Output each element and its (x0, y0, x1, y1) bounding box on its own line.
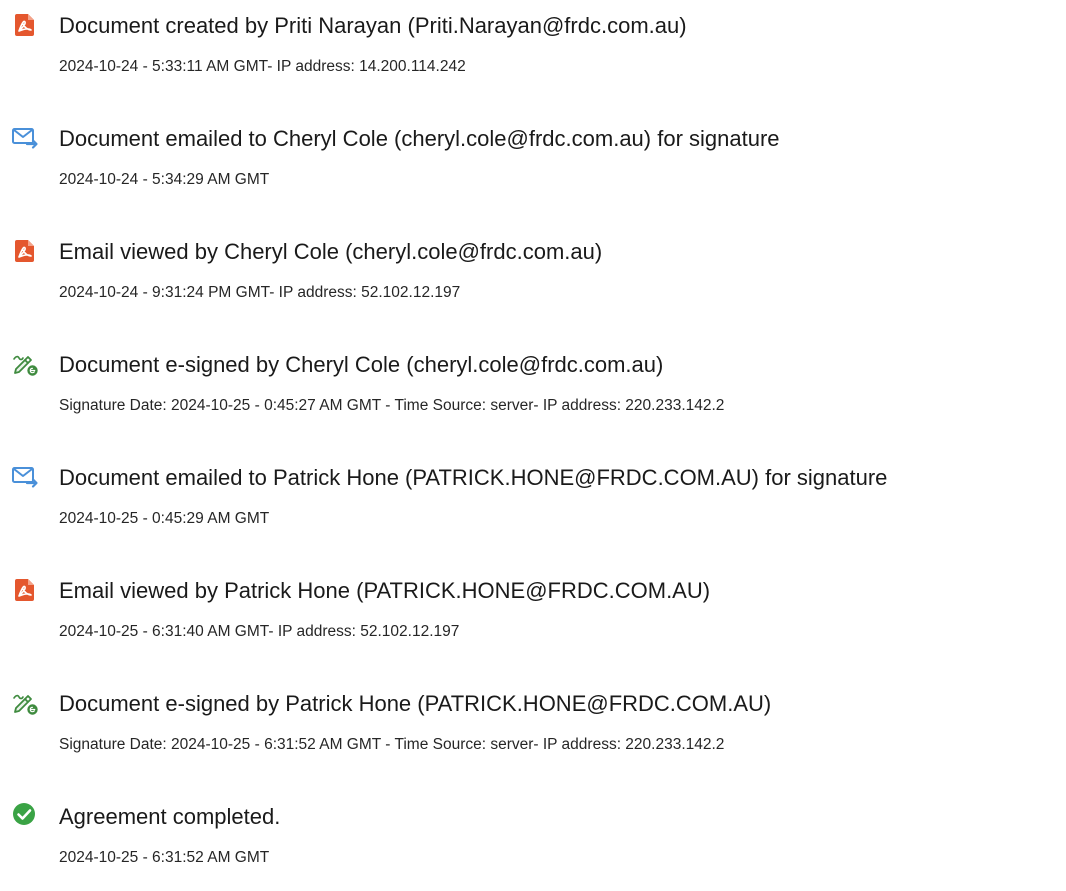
audit-event (0, 0, 1066, 100)
event-title: Email viewed by Patrick Hone (PATRICK.HONE@FRDC.COM.AU) (59, 578, 711, 603)
audit-event (0, 452, 1066, 552)
audit-event (0, 565, 1066, 665)
event-detail: 2024-10-25 - 6:31:40 AM GMT- IP address: 52.102.12.197 (59, 623, 460, 640)
event-title: Document emailed to Patrick Hone (PATRICK.HONE@FRDC.COM.AU) for signature (59, 465, 888, 490)
event-detail: 2024-10-24 - 5:34:29 AM GMT (59, 171, 270, 188)
event-detail: Signature Date: 2024-10-25 - 6:31:52 AM GMT - Time Source: server- IP address: 220.233.142.2 (59, 736, 725, 753)
event-title: Document emailed to Cheryl Cole (cheryl.cole@frdc.com.au) for signature (59, 126, 780, 151)
audit-event (0, 226, 1066, 326)
pdf-icon (11, 10, 39, 38)
event-title: Email viewed by Cheryl Cole (cheryl.cole@frdc.com.au) (59, 239, 603, 264)
event-detail: 2024-10-24 - 9:31:24 PM GMT- IP address: 52.102.12.197 (59, 284, 461, 301)
event-detail: 2024-10-25 - 0:45:29 AM GMT (59, 510, 270, 527)
event-title: Document created by Priti Narayan (Priti.Narayan@frdc.com.au) (59, 13, 687, 38)
pdf-icon (11, 236, 39, 264)
esign-pen-icon (11, 349, 39, 377)
email-icon (11, 123, 39, 151)
event-title: Document e-signed by Cheryl Cole (cheryl.cole@frdc.com.au) (59, 352, 664, 377)
event-title: Agreement completed. (59, 804, 281, 829)
pdf-icon (11, 575, 39, 603)
checkmark-circle-icon (11, 801, 39, 829)
audit-event (0, 791, 1066, 891)
event-detail: 2024-10-24 - 5:33:11 AM GMT- IP address: 14.200.114.242 (59, 58, 466, 75)
email-icon (11, 462, 39, 490)
event-detail: Signature Date: 2024-10-25 - 0:45:27 AM GMT - Time Source: server- IP address: 220.233.142.2 (59, 397, 725, 414)
audit-event (0, 339, 1066, 439)
audit-event (0, 678, 1066, 778)
esign-pen-icon (11, 688, 39, 716)
event-title: Document e-signed by Patrick Hone (PATRICK.HONE@FRDC.COM.AU) (59, 691, 772, 716)
event-detail: 2024-10-25 - 6:31:52 AM GMT (59, 849, 270, 866)
audit-event (0, 113, 1066, 213)
